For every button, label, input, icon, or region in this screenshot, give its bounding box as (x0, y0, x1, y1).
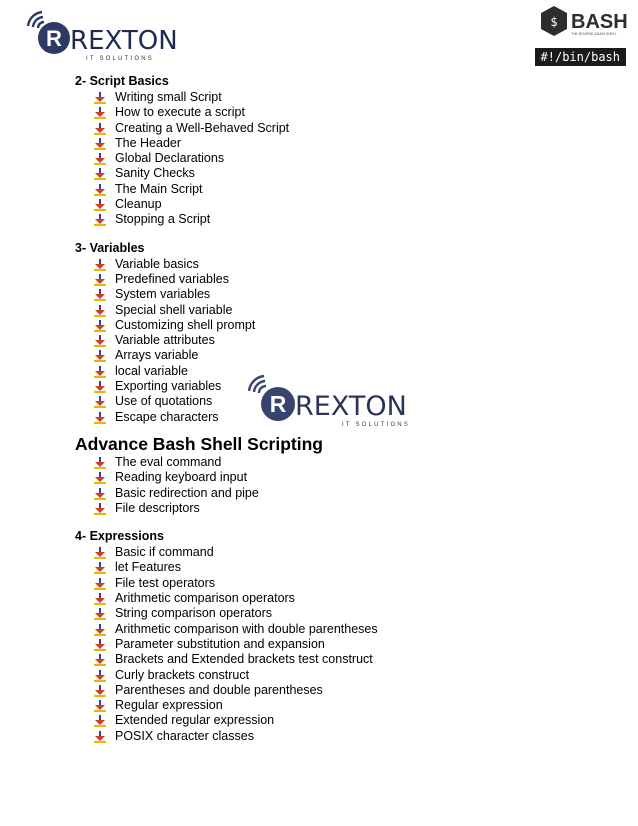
list-item-label: Special shell variable (115, 302, 233, 317)
list-item-label: Arithmetic comparison operators (115, 591, 295, 606)
arrow-down-bullet-icon (94, 366, 106, 378)
list-item-label: Sanity Checks (115, 166, 195, 181)
list-item (75, 364, 595, 379)
list-item-label: Writing small Script (115, 90, 222, 104)
list-item-label: The Main Script (115, 181, 203, 196)
list-item (75, 166, 595, 181)
shebang-label: #!/bin/bash (535, 48, 626, 66)
arrow-down-bullet-icon (94, 731, 106, 743)
list-item-label: Use of quotations (115, 394, 213, 409)
logo-subtitle: IT SOLUTIONS (86, 56, 154, 62)
list-item-label: File test operators (115, 575, 216, 590)
arrow-down-bullet-icon (94, 503, 106, 515)
arrow-down-bullet-icon (94, 350, 106, 362)
list-item-label: String comparison operators (115, 606, 273, 621)
section-title-script-basics: 2- Script Basics (75, 74, 169, 88)
list-item (75, 455, 595, 470)
list-item-label: Predefined variables (115, 271, 229, 286)
list-script-basics (75, 90, 595, 228)
list-item (75, 606, 595, 621)
list-item-label: Variable attributes (115, 333, 215, 348)
arrow-down-bullet-icon (94, 335, 106, 347)
section-title-expressions: 4- Expressions (75, 529, 164, 544)
arrow-down-bullet-icon (94, 320, 106, 332)
list-item (75, 197, 595, 212)
arrow-down-bullet-icon (94, 153, 106, 165)
list-item (75, 121, 595, 136)
arrow-down-bullet-icon (94, 700, 106, 712)
arrow-down-bullet-icon (94, 381, 106, 393)
list-item (75, 637, 595, 652)
list-item (75, 486, 595, 501)
list-item (75, 576, 595, 591)
list-item (75, 591, 595, 606)
list-item-label: How to execute a script (115, 105, 245, 120)
list-item (75, 257, 595, 272)
list-item (75, 410, 595, 425)
list-item-label: Global Declarations (115, 151, 225, 166)
list-item (75, 136, 595, 151)
arrow-down-bullet-icon (94, 457, 106, 469)
bash-tagline: THE BOURNE-AGAIN SHELL (571, 32, 617, 36)
arrow-down-bullet-icon (94, 715, 106, 727)
arrow-down-bullet-icon (94, 168, 106, 180)
arrow-down-bullet-icon (94, 547, 106, 559)
arrow-down-bullet-icon (94, 670, 106, 682)
arrow-down-bullet-icon (94, 488, 106, 500)
list-item (75, 545, 595, 560)
arrow-down-bullet-icon (94, 289, 106, 301)
logo-text: REXTON (70, 26, 178, 56)
arrow-down-bullet-icon (94, 199, 106, 211)
arrow-down-bullet-icon (94, 107, 106, 119)
list-item-label: Basic redirection and pipe (115, 485, 259, 500)
arrow-down-bullet-icon (94, 305, 106, 317)
list-item (75, 105, 595, 120)
list-item-label: Creating a Well-Behaved Script (115, 120, 290, 135)
list-item-label: Customizing shell prompt (115, 317, 256, 332)
arrow-down-bullet-icon (94, 259, 106, 271)
list-item-label: Regular expression (115, 698, 223, 713)
svg-text:$: $ (550, 15, 558, 29)
list-item (75, 698, 595, 713)
list-item (75, 318, 595, 333)
arrow-down-bullet-icon (94, 562, 106, 574)
bash-label: BASH (571, 11, 628, 33)
arrow-down-bullet-icon (94, 654, 106, 666)
list-item-label: Brackets and Extended brackets test construct (115, 652, 373, 667)
list-item-label: Arithmetic comparison with double parentheses (115, 621, 378, 636)
list-item-label: Extended regular expression (115, 713, 275, 728)
list-item-label: Arrays variable (115, 348, 199, 363)
list-item-label: local variable (115, 363, 188, 378)
list-expressions (75, 545, 595, 744)
list-item-label: let Features (115, 560, 182, 575)
document-body (75, 73, 595, 744)
list-item (75, 729, 595, 744)
arrow-down-bullet-icon (94, 685, 106, 697)
arrow-down-bullet-icon (94, 138, 106, 150)
watermark-subtitle: IT SOLUTIONS (342, 422, 410, 428)
list-item (75, 303, 595, 318)
list-item (75, 151, 595, 166)
list-item-label: Parameter substitution and expansion (115, 636, 325, 651)
list-item-label: File descriptors (115, 500, 200, 515)
arrow-down-bullet-icon (94, 593, 106, 605)
list-item (75, 668, 595, 683)
arrow-down-bullet-icon (94, 624, 106, 636)
list-item-label: Escape characters (115, 409, 219, 424)
list-item (75, 272, 595, 287)
list-item-label: Exporting variables (115, 379, 222, 394)
arrow-down-bullet-icon (94, 578, 106, 590)
arrow-down-bullet-icon (94, 214, 106, 226)
list-item (75, 683, 595, 698)
list-item (75, 333, 595, 348)
list-item-label: Reading keyboard input (115, 470, 248, 485)
list-item-label: Stopping a Script (115, 212, 211, 227)
rexton-logo (24, 6, 190, 62)
list-item (75, 182, 595, 197)
arrow-down-bullet-icon (94, 396, 106, 408)
arrow-down-bullet-icon (94, 608, 106, 620)
list-item (75, 560, 595, 575)
list-item-label: The eval command (115, 454, 222, 469)
list-item-label: Variable basics (115, 256, 199, 271)
list-item (75, 348, 595, 363)
list-item-label: Basic if command (115, 545, 214, 560)
list-item (75, 652, 595, 667)
arrow-down-bullet-icon (94, 639, 106, 651)
list-item (75, 713, 595, 728)
list-item (75, 287, 595, 302)
list-item (75, 470, 595, 485)
list-item-label: Curly brackets construct (115, 667, 250, 682)
arrow-down-bullet-icon (94, 412, 106, 424)
list-variables (75, 257, 595, 425)
arrow-down-bullet-icon (94, 184, 106, 196)
list-item (75, 379, 595, 394)
arrow-down-bullet-icon (94, 123, 106, 135)
list-item (75, 622, 595, 637)
list-item-label: System variables (115, 287, 211, 302)
watermark-text: REXTON (295, 391, 407, 422)
section-title-variables: 3- Variables (75, 240, 145, 255)
list-item (75, 501, 595, 516)
list-item-label: POSIX character classes (115, 728, 254, 743)
list-item-label: The Header (115, 135, 182, 150)
svg-text:R: R (269, 391, 287, 417)
section-title-advance: Advance Bash Shell Scripting (75, 433, 323, 454)
list-item (75, 90, 595, 105)
svg-text:R: R (46, 26, 62, 51)
list-item-label: Cleanup (115, 197, 162, 212)
list-item (75, 212, 595, 227)
list-item (75, 394, 595, 409)
arrow-down-bullet-icon (94, 274, 106, 286)
list-item-label: Parentheses and double parentheses (115, 682, 323, 697)
bash-badge (540, 4, 630, 46)
list-advance (75, 455, 595, 516)
arrow-down-bullet-icon (94, 472, 106, 484)
arrow-down-bullet-icon (94, 92, 106, 104)
